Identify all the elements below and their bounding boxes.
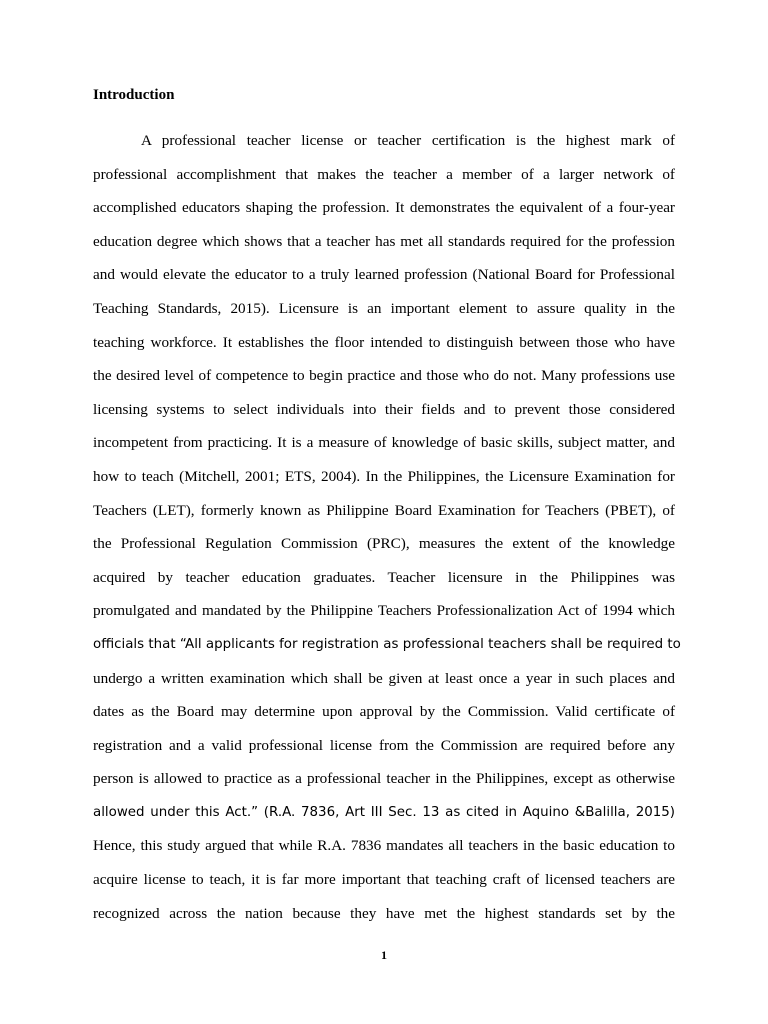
paragraph-line: the Professional Regulation Commission (PRC), measures the extent of the knowledge — [93, 535, 675, 553]
paragraph-line: how to teach (Mitchell, 2001; ETS, 2004). In the Philippines, the Licensure Examination for — [93, 467, 675, 485]
paragraph-line: and would elevate the educator to a truly learned profession (National Board for Professional — [93, 266, 675, 284]
paragraph-line: promulgated and mandated by the Philippine Teachers Professionalization Act of 1994 which — [93, 602, 675, 620]
paragraph-line: professional accomplishment that makes the teacher a member of a larger network of — [93, 165, 675, 183]
paragraph-line: incompetent from practicing. It is a measure of knowledge of basic skills, subject matter, and — [93, 434, 675, 452]
quoted-line: person is allowed to practice as a professional teacher in the Philippines, except as otherwise — [93, 770, 675, 788]
paragraph-line: acquire license to teach, it is far more important that teaching craft of licensed teachers are — [93, 871, 675, 889]
paragraph-line: education degree which shows that a teacher has met all standards required for the profession — [93, 232, 675, 250]
quoted-line: registration and a valid professional license from the Commission are required before any — [93, 736, 675, 754]
paragraph-line: recognized across the nation because they have met the highest standards set by the — [93, 904, 675, 922]
page-number: 1 — [381, 948, 387, 962]
paragraph-line: A professional teacher license or teacher certification is the highest mark of — [141, 132, 675, 149]
citation-line: allowed under this Act.” (R.A. 7836, Art III Sec. 13 as cited in Aquino &Balilla, 2015) — [93, 804, 675, 820]
quoted-line: dates as the Board may determine upon approval by the Commission. Valid certificate of — [93, 703, 675, 721]
section-heading: Introduction — [93, 87, 175, 103]
paragraph-line: Teachers (LET), formerly known as Philippine Board Examination for Teachers (PBET), of — [93, 501, 675, 519]
quoted-line: officials that “All applicants for registration as professional teachers shall be required to — [93, 636, 681, 652]
quoted-line: undergo a written examination which shall be given at least once a year in such places and — [93, 669, 675, 687]
paragraph-line: accomplished educators shaping the profession. It demonstrates the equivalent of a four-year — [93, 199, 675, 217]
paragraph-line: teaching workforce. It establishes the floor intended to distinguish between those who have — [93, 333, 675, 351]
paragraph-line: Teaching Standards, 2015). Licensure is an important element to assure quality in the — [93, 299, 675, 317]
paragraph-line: licensing systems to select individuals into their fields and to prevent those considered — [93, 400, 675, 418]
paragraph-line: Hence, this study argued that while R.A. 7836 mandates all teachers in the basic education to — [93, 837, 675, 855]
paragraph-line: the desired level of competence to begin practice and those who do not. Many professions use — [93, 367, 675, 385]
paragraph-line: acquired by teacher education graduates. Teacher licensure in the Philippines was — [93, 568, 675, 586]
body-paragraph — [93, 124, 681, 930]
